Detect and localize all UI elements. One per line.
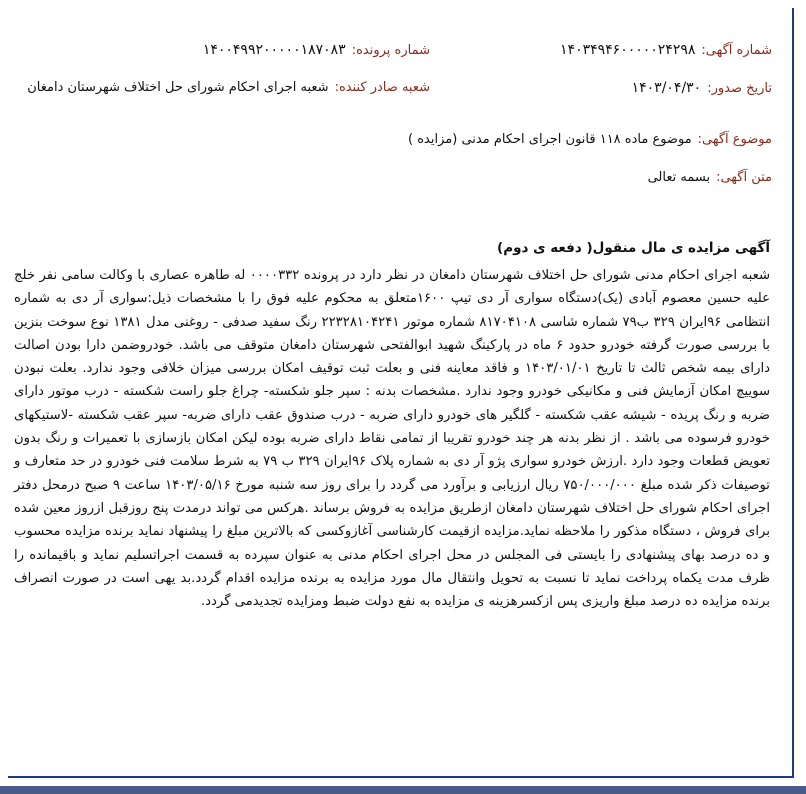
notice-page — [8, 8, 794, 778]
subject-label: موضوع آگهی: — [697, 132, 772, 147]
bottom-bar — [0, 786, 806, 794]
issue-date-field — [632, 80, 772, 96]
subject-field — [408, 132, 772, 147]
text-section-value: بسمه تعالی — [647, 170, 711, 185]
issue-date: ۱۴۰۳/۰۴/۳۰ — [631, 80, 702, 96]
case-number: ۱۴۰۰۴۹۹۲۰۰۰۰۰۱۸۷۰۸۳ — [202, 42, 346, 58]
text-section-label: متن آگهی: — [716, 170, 772, 185]
case-number-field — [203, 42, 430, 58]
issuer-field — [27, 80, 430, 95]
body-title: آگهی مزایده ی مال منقول( دفعه ی دوم) — [497, 240, 770, 256]
issue-date-label: تاریخ صدور: — [707, 81, 772, 96]
notice-number: ۱۴۰۳۴۹۴۶۰۰۰۰۰۲۴۲۹۸ — [560, 42, 696, 58]
body-paragraph: شعبه اجرای احکام مدنی شورای حل اختلاف شهرستان دامغان در نظر دارد در پرونده ۰۰۰۰۳۳۲ له طاهره عصاری با وکالت سامی نفر خلج علیه حسین معصوم آبادی (یک)دستگاه سواری آر دی تیپ ۱۶۰۰متعلق به محکوم علیه فوق را با مشخصات ذیل:سواری آر دی به شماره انتظامی ۹۶ایران ۳۲۹ ب۷۹ شماره شاسی ۸۱۷۰۴۱۰۸ شماره موتور ۲۲۳۲۸۱۰۴۲۴۱ رنگ سفید صدفی - روغنی مدل ۱۳۸۱ نوع سوخت بنزین با بررسی صورت گرفته خودرو حدود ۶ ماه در پارکینگ شهید ابوالفتحی شهرستان دامغان متوقف می باشد. خودروضمن دارا بودن اصالت دارای بیمه شخص ثالث تا تاریخ ۱۴۰۳/۰۱/۰۱ و فاقد معاینه فنی و بعلت ثبت توقیف امکان بررسی میزان خلافی وجود ندارد. بعلت نبودن سوییچ امکان آزمایش فنی و مکانیکی خودرو وجود ندارد .مشخصات بدنه : سپر جلو شکسته- چراغ جلو راست شکسته - درب موتور دارای ضربه و رنگ پریده - شیشه عقب شکسته - گلگیر های خودرو دارای ضربه - درب صندوق عقب دارای ضربه- سپر عقب شکسته -لاستیکهای خودرو فرسوده می باشد . از نظر بدنه هر چند خودرو تقریبا از تمامی نقاط دارای ضربه بوده لیکن امکان بازسازی با تعمیرات و رنگ بدون تعویض قطعات وجود دارد .ارزش خودرو سواری پژو آر دی به شماره پلاک ۹۶ایران ۳۲۹ ب ۷۹ به شرط سلامت فنی خودرو در حد متعارف و توصیفات ذکر شده مبلغ ۷۵۰/۰۰۰/۰۰۰ ریال ارزیابی و برآورد می گردد را برای روز سه شنبه مورخ ۱۴۰۳/۰۵/۱۶ ساعت ۹ صبح درمحل دفتر اجرای احکام شورای حل اختلاف شهرستان دامغان ازطریق مزایده به فروش برساند .هرکس می تواند درمدت پنج روزقبل ازروز معین شده برای فروش ، دستگاه مذکور را ملاحظه نماید.مزایده ازقیمت کارشناسی آغازوکسی که بالاترین مبلغ را پیشنهاد نماید برنده مزایده محسوب و ده درصد بهای پیشنهادی را بایستی فی المجلس در محل اجرای احکام مدنی به عنوان سپرده به قسمت اجراتسلیم نماید و باقیمانده را ظرف مدت یکماه پرداخت نماید تا نسبت به تحویل وانتقال مال مورد مزایده به برنده مزایده اقدام گردد.بد یهی است در صورت انصراف برنده مزایده ده درصد مبلغ واریزی پس ازکسرهزینه ی مزایده به نفع دولت ضبط ومزایده تجدیدمی گردد. — [14, 268, 771, 610]
notice-number-label: شماره آگهی: — [701, 43, 772, 58]
issuer-label: شعبه صادر کننده: — [334, 80, 430, 95]
case-number-label: شماره پرونده: — [351, 43, 430, 58]
text-section-field — [648, 170, 772, 185]
subject-value: موضوع ماده ۱۱۸ قانون اجرای احکام مدنی (مزایده ) — [408, 132, 692, 147]
notice-number-field — [560, 42, 772, 58]
issuer: شعبه اجرای احکام شورای حل اختلاف شهرستان دامغان — [27, 80, 329, 95]
